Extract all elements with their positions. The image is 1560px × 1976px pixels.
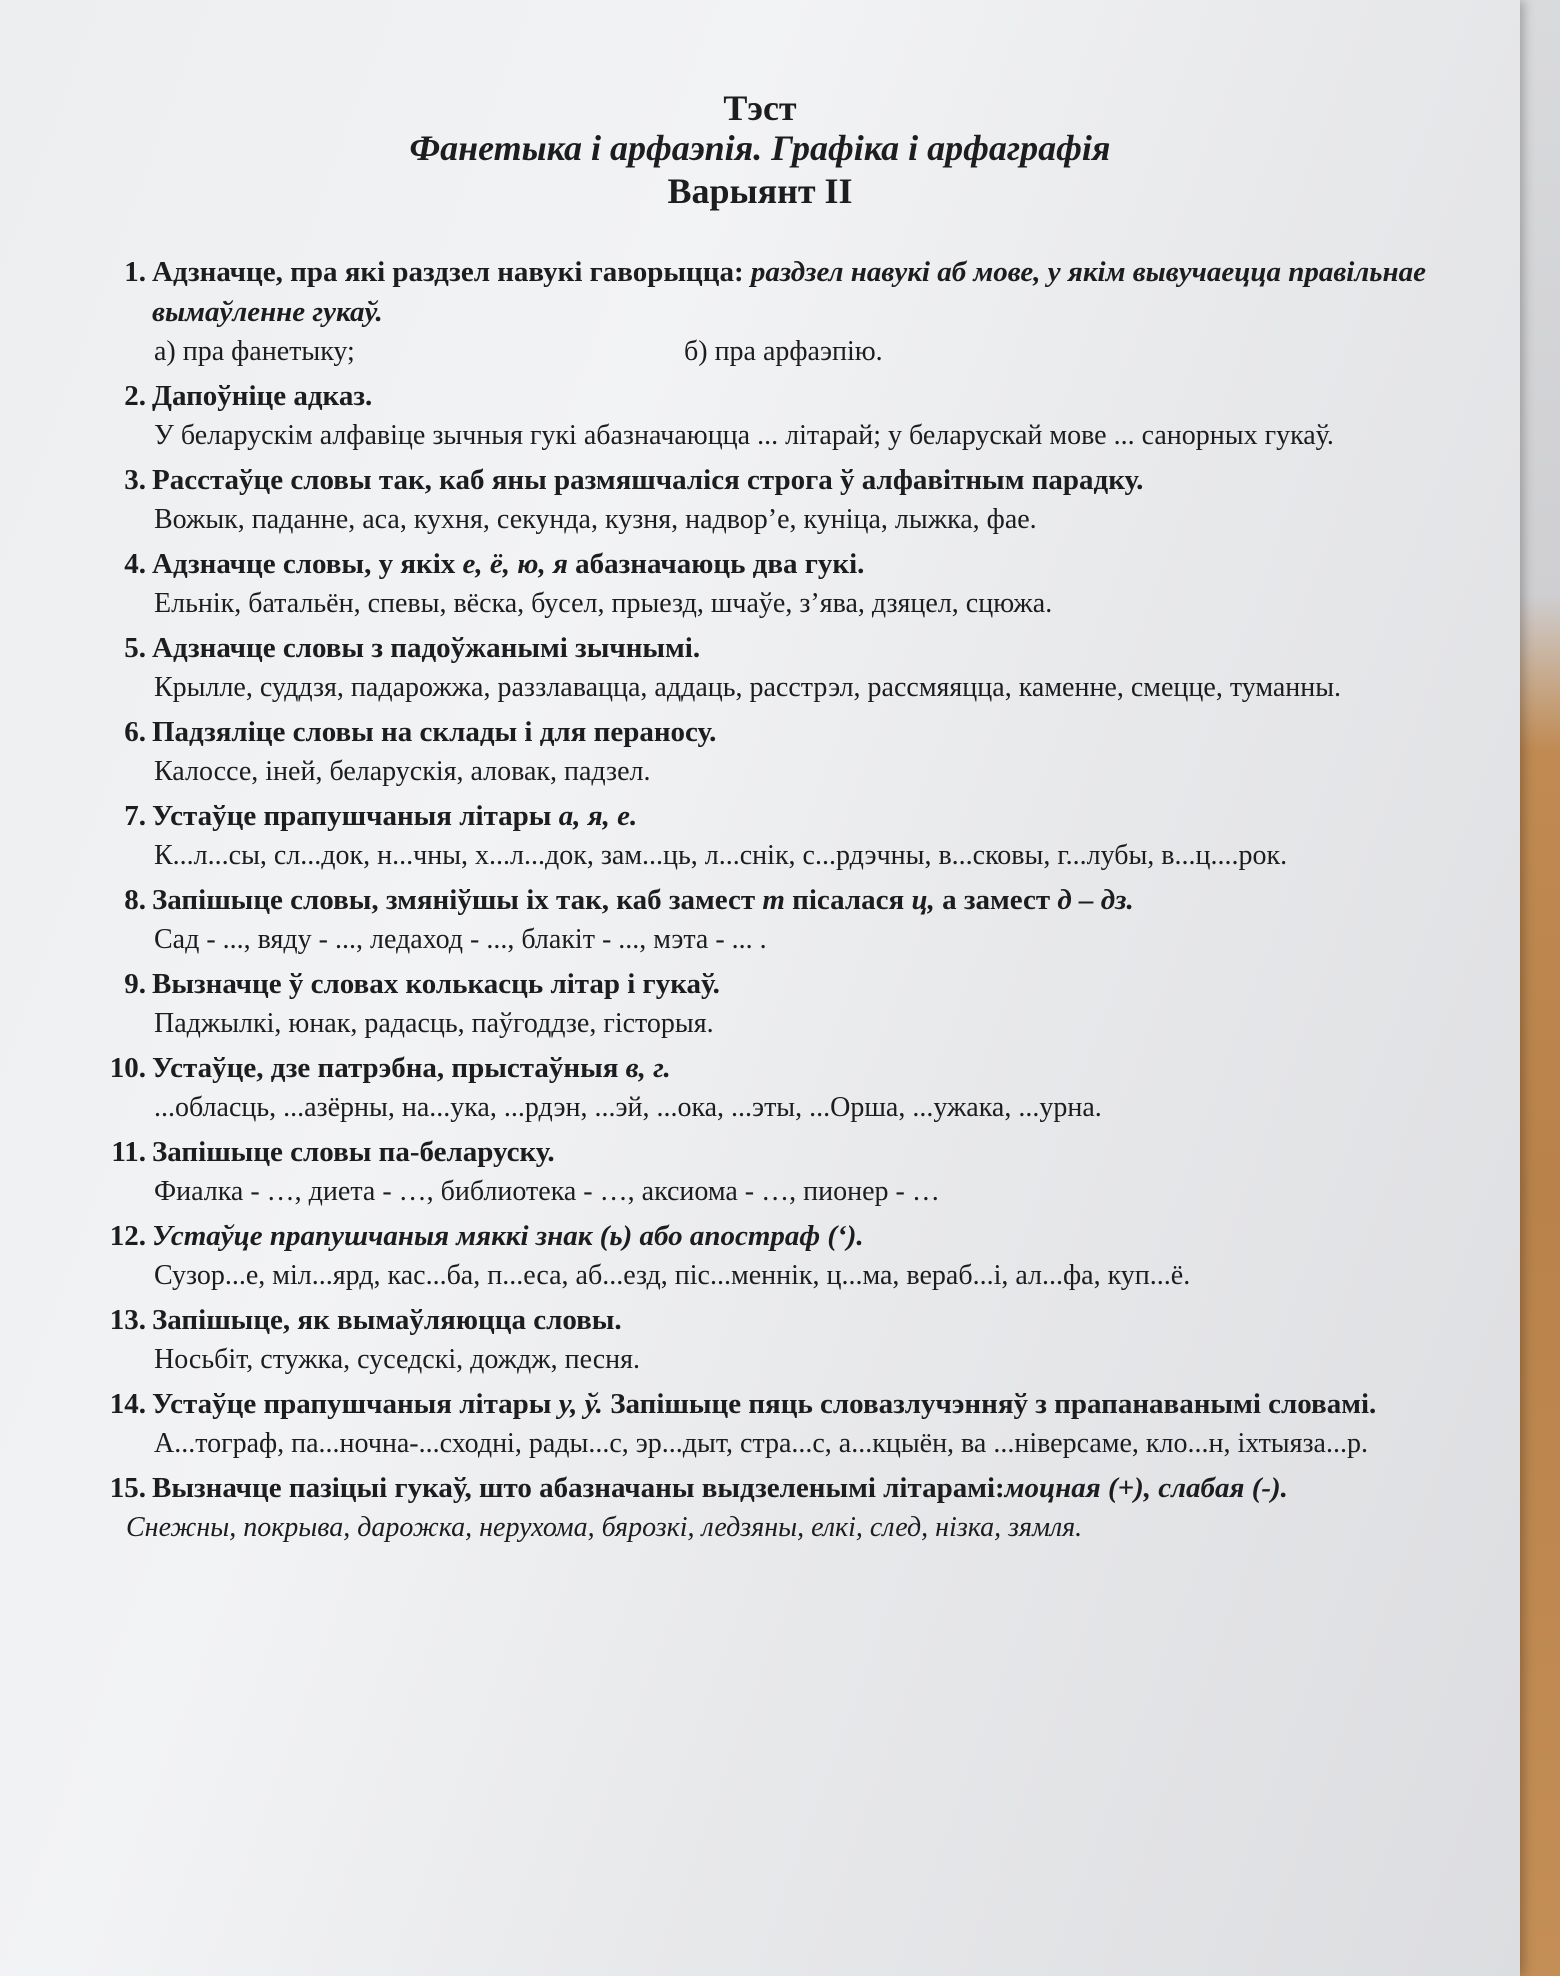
task-10 <box>96 1048 1446 1128</box>
task-content: Фиалка - …, диета - …, библиотека - …, аксиома - …, пионер - … <box>154 1176 940 1207</box>
task-number: 14. <box>109 1388 146 1420</box>
question-text: Падзяліце словы на склады і для пераносу. <box>152 716 717 748</box>
question-text: Устаўце прапушчаныя <box>152 1220 450 1252</box>
task-content: У беларускім алфавіце зычныя гукі абазначаюцца ... літарай; у беларускай мове ... санорных гукаў. <box>154 420 1334 451</box>
task-question <box>96 376 1446 416</box>
task-question <box>96 1384 1446 1424</box>
task-content: Паджылкі, юнак, радасць, паўгоддзе, гісторыя. <box>154 1008 714 1039</box>
question-emphasis: мяккі знак (ь) або апостраф (‘). <box>449 1220 864 1252</box>
question-text: Вызначце ў словах колькасць літар і гукаў. <box>152 968 720 1000</box>
task-number: 5. <box>124 632 146 664</box>
task-15 <box>96 1468 1446 1548</box>
question-tail: Запішыце пяць словазлучэнняў з прапанаванымі словамі. <box>602 1388 1377 1420</box>
task-question <box>96 252 1446 332</box>
task-content: Вожык, паданне, аса, кухня, секунда, кузня, надвор’е, куніца, лыжка, фае. <box>154 504 1037 535</box>
task-6 <box>96 712 1446 792</box>
task-9 <box>96 964 1446 1044</box>
page-title: Тэст <box>723 88 797 128</box>
task-number: 2. <box>124 380 146 412</box>
task-number: 9. <box>124 968 146 1000</box>
task-5 <box>96 628 1446 708</box>
question-text: Запішыце словы, змяніўшы іх так, каб замест <box>152 884 756 916</box>
question-text: Адзначце словы з падоўжанымі зычнымі. <box>152 632 701 664</box>
task-12 <box>96 1216 1446 1296</box>
task-question <box>96 544 1446 584</box>
question-tail: пісалася <box>784 884 905 916</box>
task-question <box>96 1048 1446 1088</box>
task-number: 10. <box>109 1052 146 1084</box>
answer-options <box>96 332 1446 372</box>
header <box>0 88 1520 214</box>
task-question <box>96 628 1446 668</box>
question-emphasis: а, я, е. <box>551 800 638 832</box>
task-question <box>96 796 1446 836</box>
task-number: 8. <box>124 884 146 916</box>
task-content: А...тограф, па...ночна-...сходні, рады...с, эр...дыт, стра...с, а...кцыён, ва ...ніверсаме, кло...н, іхтыяза...р. <box>154 1428 1368 1459</box>
task-number: 7. <box>124 800 146 832</box>
task-content: Крылле, суддзя, падарожжа, раззлавацца, аддаць, расстрэл, рассмяяцца, каменне, смецце, туманны. <box>154 672 1342 703</box>
question-text: Адзначце словы, у якіх <box>152 548 456 580</box>
question-emphasis: в, г. <box>618 1052 671 1084</box>
question-tail-2: а замест <box>934 884 1051 916</box>
question-text: Устаўце прапушчаныя літары <box>152 1388 552 1420</box>
task-number: 1. <box>124 256 146 288</box>
task-question <box>96 460 1446 500</box>
task-3 <box>96 460 1446 540</box>
option-a: а) пра фанетыку; <box>154 336 355 367</box>
task-number: 4. <box>124 548 146 580</box>
task-content: Сузор...е, міл...ярд, кас...ба, п...еса, аб...езд, піс...меннік, ц...ма, вераб...і, ал...фа, куп...ё. <box>154 1260 1191 1291</box>
question-text: Расстаўце словы так, каб яны размяшчаліся строга ў алфавітным парадку. <box>152 464 1144 496</box>
question-text: Запішыце, як вымаўляюцца словы. <box>152 1304 622 1336</box>
task-question <box>96 964 1446 1004</box>
question-text: Вызначце пазіцыі гукаў, што абазначаны выдзеленымі літарамі: <box>152 1472 1005 1504</box>
task-content: ...обласць, ...азёрны, на...ука, ...рдэн, ...эй, ...ока, ...эты, ...Орша, ...ужака, ...урна. <box>154 1092 1102 1123</box>
question-emphasis-3: д – дз. <box>1050 884 1134 916</box>
question-text: Устаўце, дзе патрэбна, прыстаўныя <box>152 1052 619 1084</box>
variant-label: Варыянт II <box>667 171 853 211</box>
task-list <box>96 252 1446 1552</box>
task-content: Носьбіт, стужка, суседскі, дождж, песня. <box>154 1344 640 1375</box>
page-subtitle: Фанетыка і арфаэпія. Графіка і арфаграфія <box>409 128 1111 168</box>
question-emphasis: е, ё, ю, я <box>455 548 568 580</box>
task-number: 6. <box>124 716 146 748</box>
task-4 <box>96 544 1446 624</box>
question-emphasis-2: ц, <box>904 884 935 916</box>
task-number: 15. <box>109 1472 146 1504</box>
task-content: Сад - ..., вяду - ..., ледаход - ..., блакіт - ..., мэта - ... . <box>154 924 767 955</box>
task-number: 12. <box>109 1220 146 1252</box>
task-8 <box>96 880 1446 960</box>
question-emphasis: моцная (+), слабая (-). <box>1004 1472 1288 1504</box>
task-question <box>96 1468 1446 1508</box>
task-content: Калоссе, іней, беларускія, аловак, падзел. <box>154 756 651 787</box>
task-question <box>96 1300 1446 1340</box>
task-content: Ельнік, батальён, спевы, вёска, бусел, прыезд, шчаўе, з’ява, дзяцел, сцюжа. <box>154 588 1053 619</box>
question-emphasis: у, ў. <box>551 1388 603 1420</box>
task-14 <box>96 1384 1446 1464</box>
task-question <box>96 880 1446 920</box>
question-text: Запішыце словы па-беларуску. <box>152 1136 555 1168</box>
option-b: б) пра арфаэпію. <box>684 336 883 367</box>
task-7 <box>96 796 1446 876</box>
question-tail: абазначаюць два гукі. <box>567 548 865 580</box>
question-text: Устаўце прапушчаныя літары <box>152 800 552 832</box>
task-number: 11. <box>111 1136 146 1168</box>
task-1 <box>96 252 1446 372</box>
task-question <box>96 712 1446 752</box>
task-content: Снежны, покрыва, дарожка, нерухома, бярозкі, ледзяны, елкі, след, нізка, зямля. <box>126 1512 1083 1543</box>
task-number: 3. <box>124 464 146 496</box>
question-emphasis: раздзел навукі аб мове, у якім вывучаецца правільнае вымаўленне гукаў. <box>152 256 1426 328</box>
task-11 <box>96 1132 1446 1212</box>
task-number: 13. <box>109 1304 146 1336</box>
question-emphasis: т <box>755 884 785 916</box>
task-13 <box>96 1300 1446 1380</box>
question-text: Дапоўніце адказ. <box>152 380 373 412</box>
task-content: К...л...сы, сл...док, н...чны, х...л...док, зам...ць, л...снік, с...рдэчны, в...сковы, г...лубы, в...ц....рок. <box>154 840 1288 871</box>
task-2 <box>96 376 1446 456</box>
task-question <box>96 1132 1446 1172</box>
question-text: Адзначце, пра які раздзел навукі гаворыцца: <box>152 256 744 288</box>
task-question <box>96 1216 1446 1256</box>
